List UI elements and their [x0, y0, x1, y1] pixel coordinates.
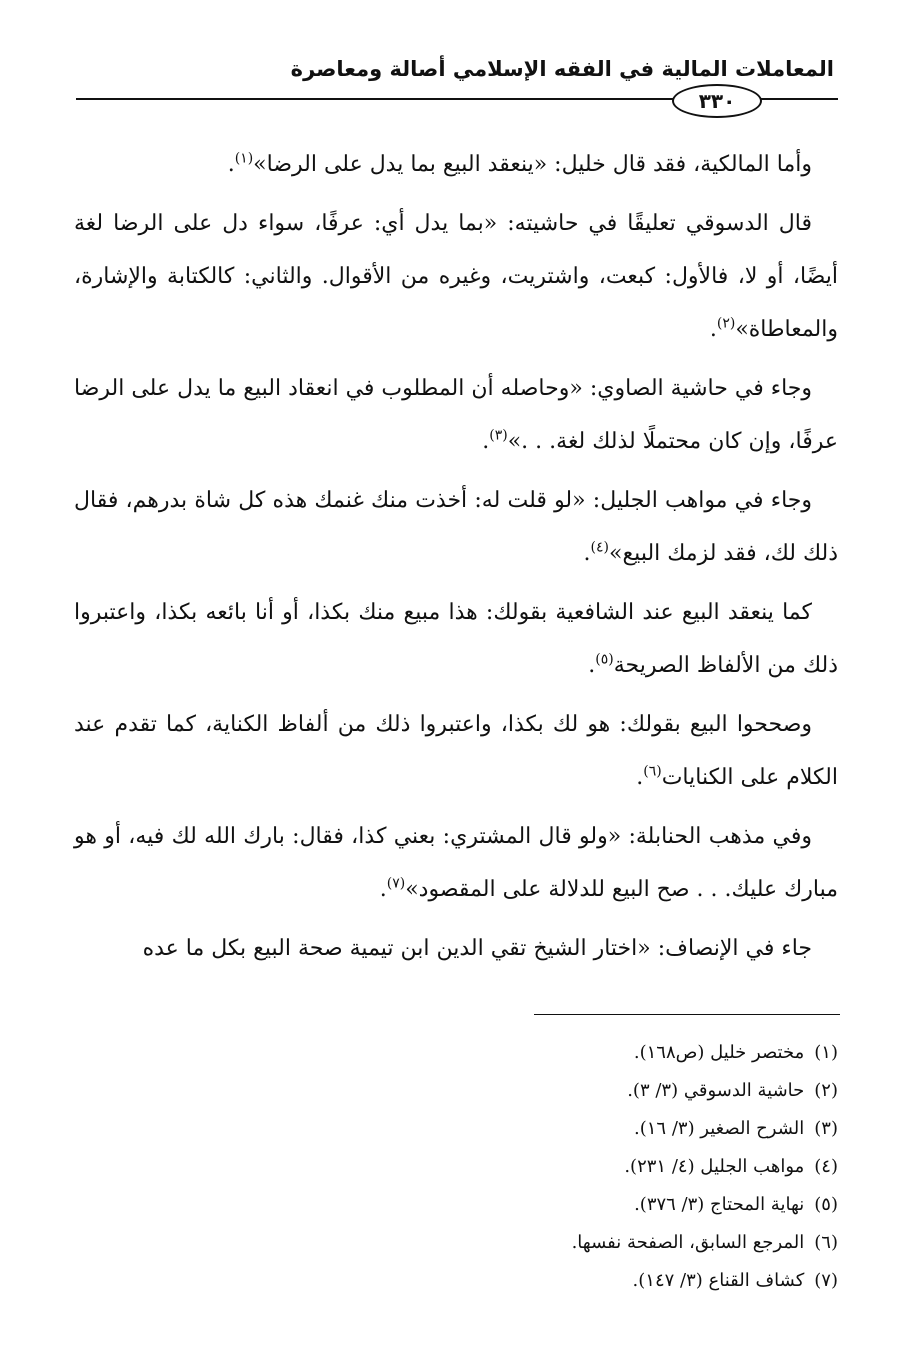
footnote-number: (١): [814, 1042, 838, 1063]
paragraph: كما ينعقد البيع عند الشافعية بقولك: هذا مبيع منك بكذا، أو أنا بائعه بكذا، واعتبروا ذلك من الألفاظ الصريحة$^{(٥)}$.: [74, 600, 838, 678]
footnote-rule: [534, 1014, 840, 1015]
footnote-number: (٥): [814, 1194, 838, 1215]
page-number: ٣٣٠: [672, 84, 762, 118]
paragraph: وصححوا البيع بقولك: هو لك بكذا، واعتبروا ذلك من ألفاظ الكناية، كما تقدم عند الكلام على الكنايات$^{(٦)}$.: [74, 712, 838, 790]
footnotes: [138, 1034, 838, 1300]
paragraph: وجاء في حاشية الصاوي: «وحاصله أن المطلوب في انعقاد البيع ما يدل على الرضا عرفًا، وإن كان محتملًا لذلك لغة. . .»$^{(٣)}$.: [74, 376, 838, 454]
footnote-ref: (٢): [716, 315, 736, 332]
footnote: [138, 1034, 838, 1072]
body-text: [74, 138, 838, 975]
footnote: [138, 1110, 838, 1148]
footnote-ref: (٤): [590, 539, 610, 556]
footnote-text: حاشية الدسوقي (٣/ ٣).: [627, 1080, 805, 1101]
footnote: [138, 1148, 838, 1186]
footnote: [138, 1262, 838, 1300]
footnote-number: (٢): [814, 1080, 838, 1101]
footnote: [138, 1072, 838, 1110]
footnote-ref: (٧): [386, 875, 406, 892]
paragraph: جاء في الإنصاف: «اختار الشيخ تقي الدين ابن تيمية صحة البيع بكل ما عده: [142, 936, 812, 961]
footnote: [138, 1186, 838, 1224]
footnote-text: الشرح الصغير (٣/ ١٦).: [634, 1118, 805, 1139]
footnote-text: مواهب الجليل (٤/ ٢٣١).: [624, 1156, 805, 1177]
footnote-number: (٤): [814, 1156, 838, 1177]
footnote-ref: (٥): [595, 651, 614, 668]
paragraph: وجاء في مواهب الجليل: «لو قلت له: أخذت منك غنمك هذه كل شاة بدرهم، فقال ذلك لك، فقد لزمك البيع»$^{(٤)}$.: [74, 488, 838, 566]
footnote-ref: (١): [234, 150, 254, 167]
paragraph: قال الدسوقي تعليقًا في حاشيته: «بما يدل أي: عرفًا، سواء دل على الرضا لغة أيضًا، أو لا، فالأول: كبعت، واشتريت، وغيره من الأقوال. والثاني: كالكتابة والإشارة، والمعاطاة»$^{(٢)}$.: [74, 211, 838, 342]
footnote-text: مختصر خليل (ص١٦٨).: [633, 1042, 805, 1063]
footnote-text: نهاية المحتاج (٣/ ٣٧٦).: [634, 1194, 805, 1215]
footnote-text: المرجع السابق، الصفحة نفسها.: [571, 1232, 805, 1253]
footnote-number: (٣): [814, 1118, 838, 1139]
paragraph: وفي مذهب الحنابلة: «ولو قال المشتري: بعني كذا، فقال: بارك الله لك فيه، أو هو مبارك عليك. . . صح البيع للدلالة على المقصود»$^{(٧)}$.: [74, 824, 838, 902]
paragraph: وأما المالكية، فقد قال خليل: «ينعقد البيع بما يدل على الرضا»$^{(١)}$.: [227, 150, 812, 177]
footnote-number: (٦): [814, 1232, 838, 1253]
footnote-text: كشاف القناع (٣/ ١٤٧).: [632, 1270, 805, 1291]
footnote-ref: (٦): [643, 763, 662, 780]
footnote: [138, 1224, 838, 1262]
footnote-number: (٧): [814, 1270, 838, 1291]
running-head: المعاملات المالية في الفقه الإسلامي أصالة ومعاصرة: [290, 57, 834, 81]
footnote-ref: (٣): [489, 427, 508, 444]
